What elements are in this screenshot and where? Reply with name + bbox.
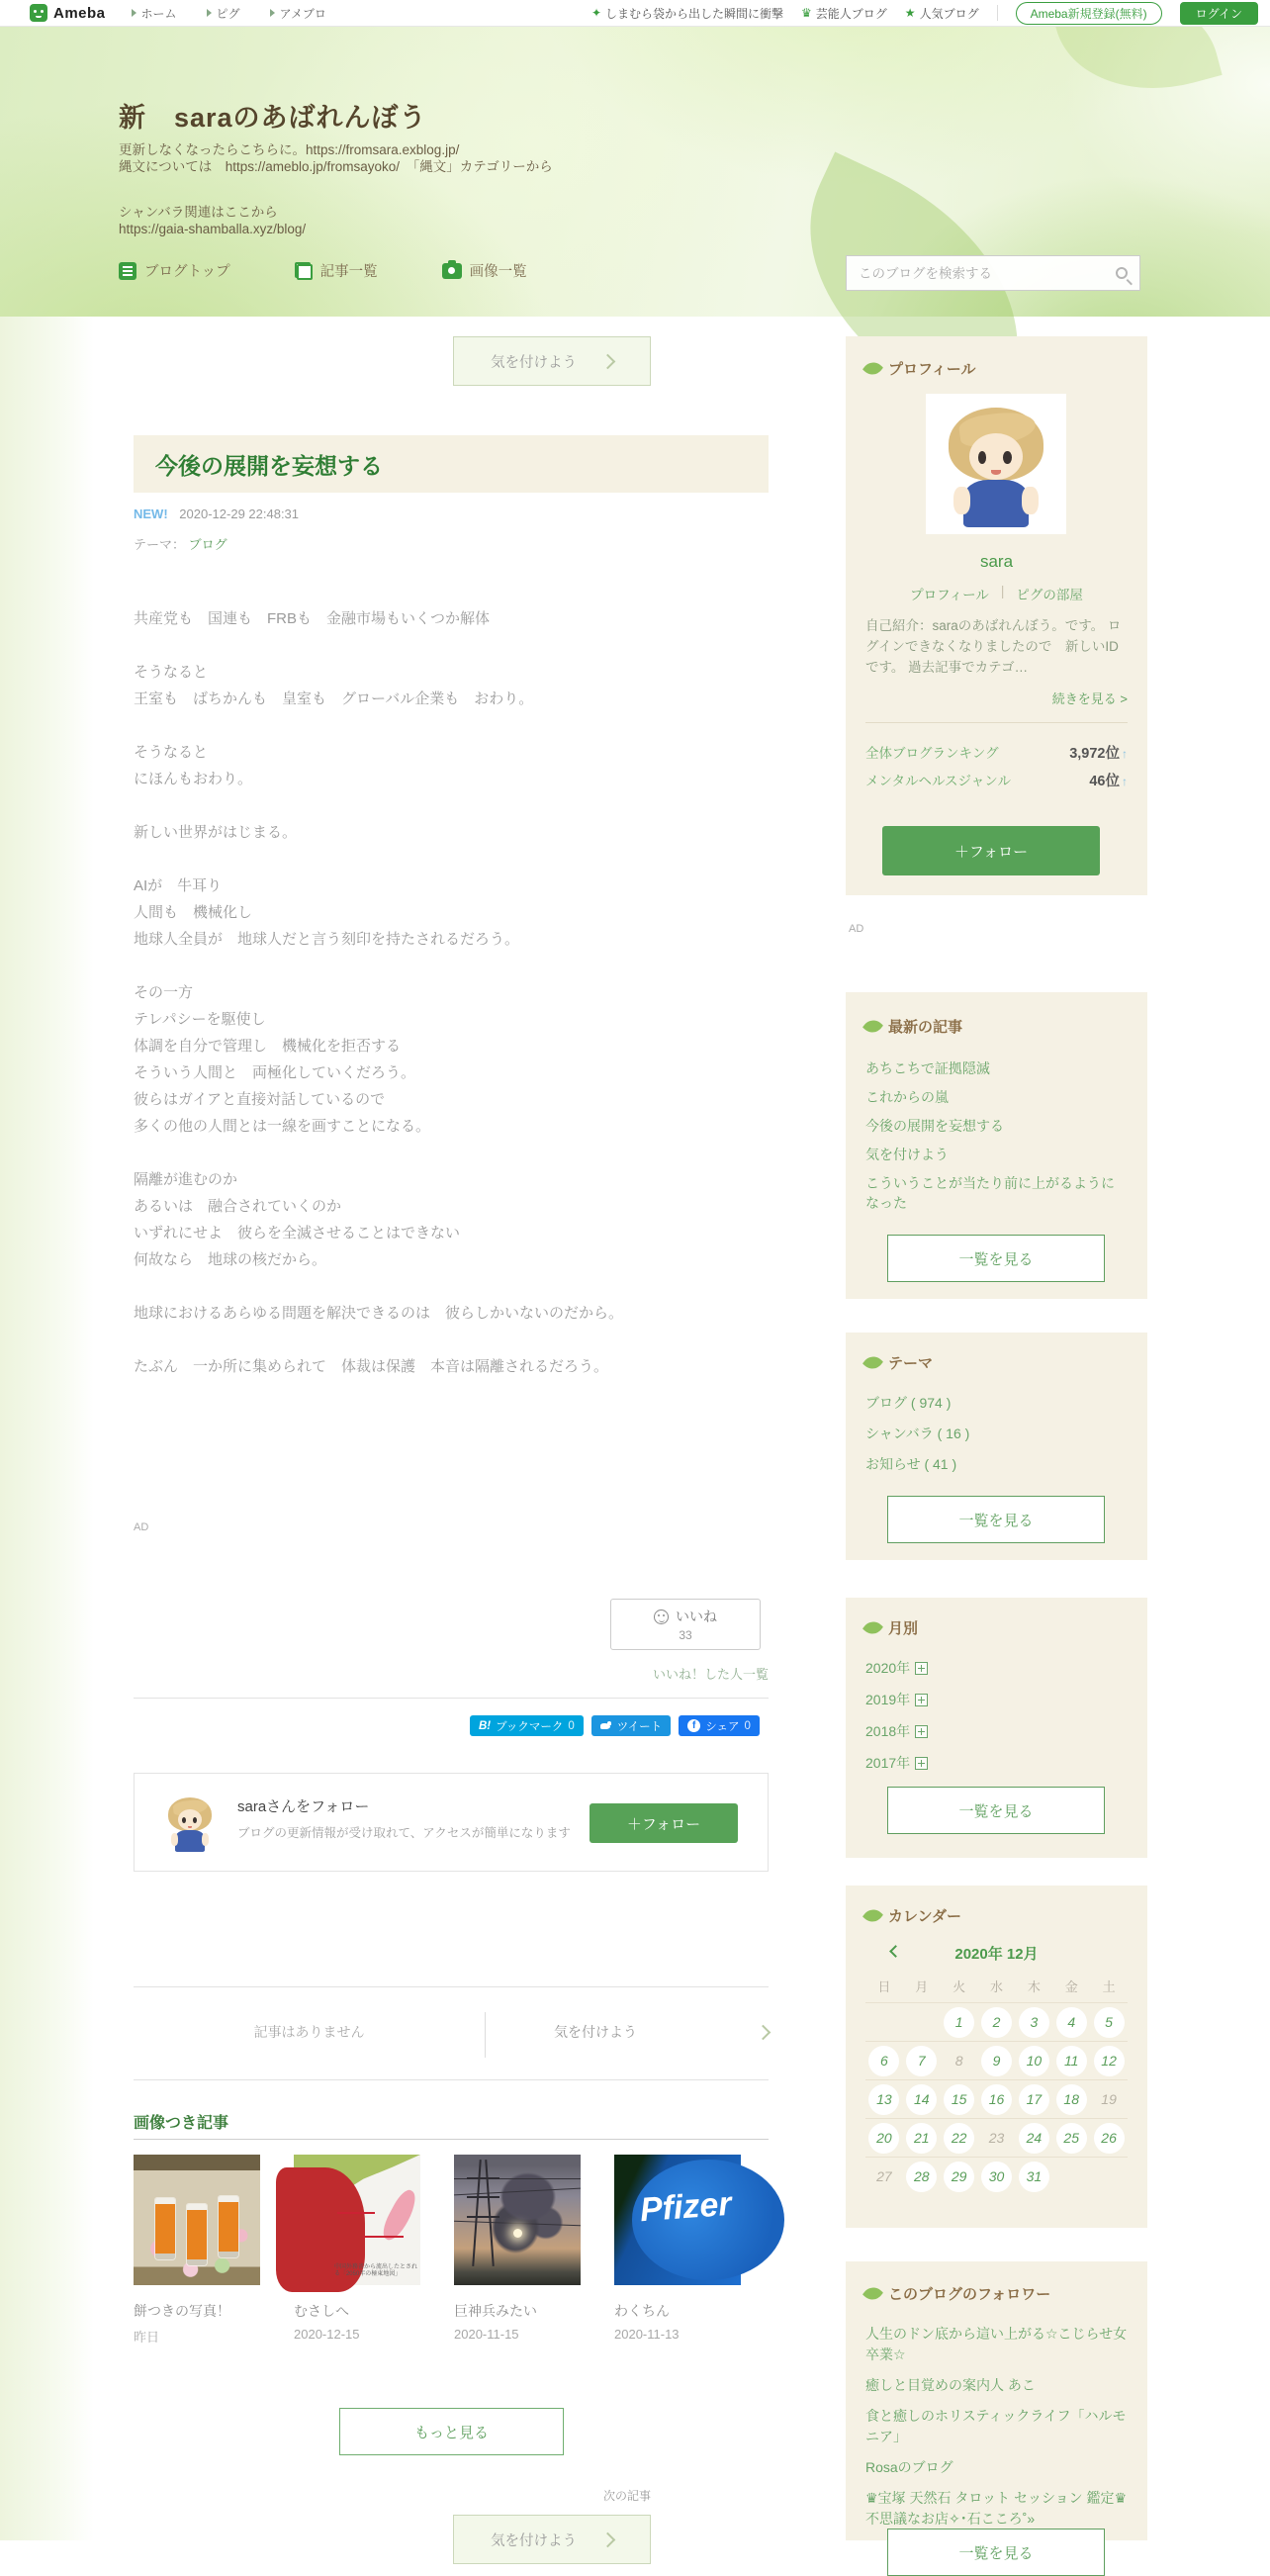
blog-nav-top[interactable]: ブログトップ <box>119 260 230 281</box>
latest-article-link[interactable]: こういうことが当たり前に上がるようになった <box>865 1175 1115 1211</box>
calendar-date[interactable]: 4 <box>1052 2007 1090 2038</box>
theme-link[interactable]: お知らせ ( 41 ) <box>865 1456 957 1472</box>
calendar-date[interactable]: 30 <box>978 2162 1016 2192</box>
topbar-promo-link[interactable]: ✦ しまむら袋から出した瞬間に衝撃 <box>590 6 784 21</box>
ranking-label[interactable]: 全体ブログランキング <box>865 746 999 761</box>
pigg-room-link[interactable]: ピグの部屋 <box>1016 588 1083 602</box>
thumbnail-pfizer-logo[interactable] <box>614 2155 741 2285</box>
themes-heading: テーマ <box>865 1333 1128 1373</box>
arrow-right-icon <box>207 9 212 17</box>
blog-description: 更新しなくなったらこちらに。https://fromsara.exblog.jp/ 縄文については https://ameblo.jp/fromsayoko/ 「縄文」カテゴリーから <box>119 142 553 174</box>
follower-blog-link[interactable]: 人生のドン底から這い上がる☆こじらせ女卒業☆ <box>865 2326 1128 2362</box>
topbar-nav-pigg[interactable]: ピグ <box>207 5 240 22</box>
calendar-grid <box>865 2002 1128 2195</box>
calendar-date[interactable]: 17 <box>1015 2084 1052 2115</box>
body-line: たぶん 一か所に集められて 体裁は保護 本音は隔離されるだろう。 <box>134 1358 609 1375</box>
calendar-date[interactable]: 29 <box>941 2162 978 2192</box>
tweet-button[interactable]: ツイート <box>591 1715 671 1736</box>
body-line: 共産党も 国連も FRBも 金融市場もいくつか解体 <box>134 610 491 627</box>
pager-next-link[interactable]: 気を付けよう <box>554 2022 769 2042</box>
divider <box>865 722 1128 723</box>
ameba-logo-text: Ameba <box>53 4 106 22</box>
leaf-icon <box>862 358 883 379</box>
body-line: 地球におけるあらゆる問題を解決できるのは 彼らしかいないのだから。 <box>134 1305 624 1322</box>
calendar-date[interactable]: 25 <box>1052 2123 1090 2154</box>
follower-blog-link[interactable]: Rosaのブログ <box>865 2459 953 2475</box>
topbar-popular-blog-link[interactable]: ★ 人気ブログ <box>904 6 979 21</box>
calendar-date[interactable]: 26 <box>1090 2123 1128 2154</box>
image-article-date: 昨日 <box>134 2330 160 2345</box>
expand-icon[interactable] <box>915 1725 928 1738</box>
monthly-list <box>865 1658 1128 1773</box>
new-badge: NEW! <box>134 506 168 521</box>
image-article-title[interactable]: むさしへ <box>294 2303 349 2319</box>
calendar-date[interactable]: 3 <box>1015 2007 1052 2038</box>
latest-article-link[interactable]: あちこちで証拠隠滅 <box>865 1060 990 1076</box>
article-meta <box>134 506 299 521</box>
latest-article-link[interactable]: これからの嵐 <box>865 1089 949 1105</box>
leaf-icon <box>862 1905 883 1926</box>
rank-up-icon: ↑ <box>1122 747 1128 761</box>
article-list-icon <box>295 262 313 280</box>
article-date: 2020-12-29 22:48:31 <box>179 506 300 521</box>
blog-title[interactable]: 新 saraのあばれんぼう <box>119 103 427 133</box>
latest-heading: 最新の記事 <box>865 992 1128 1037</box>
profile-intro: 自己紹介：saraのあばれんぼう。です。 ログインできなくなりましたので 新しいIDです。 過去記事でカテゴ… <box>865 618 1122 675</box>
calendar-date[interactable]: 18 <box>1052 2084 1090 2115</box>
follower-list <box>865 2324 1128 2530</box>
topbar-nav-ameblo[interactable]: アメブロ <box>270 5 326 22</box>
follow-card <box>134 1773 769 1872</box>
body-line: 地球人全員が 地球人だと言う刻印を持たされるだろう。 <box>134 931 520 948</box>
monthly-see-all-button[interactable]: 一覧を見る <box>887 1787 1105 1834</box>
calendar-date[interactable]: 1 <box>941 2007 978 2038</box>
body-line: そういう人間と 両極化していくだろう。 <box>134 1064 416 1081</box>
blog-nav <box>119 260 527 281</box>
latest-article-link[interactable]: 今後の展開を妄想する <box>865 1118 1004 1134</box>
calendar-date[interactable]: 11 <box>1052 2046 1090 2076</box>
calendar-day-name: 金 <box>1064 1979 1078 1994</box>
crown-icon: ♛ <box>801 6 812 20</box>
calendar-date[interactable]: 20 <box>865 2123 903 2154</box>
image-article-title[interactable]: 巨神兵みたい <box>454 2303 537 2319</box>
article-theme-row <box>134 534 227 553</box>
facebook-icon: f <box>687 1719 700 1732</box>
body-line: 王室も ばちかんも 皇室も グローバル企業も おわり。 <box>134 690 534 707</box>
image-article-date: 2020-11-15 <box>454 2327 519 2342</box>
login-button[interactable]: ログイン <box>1180 2 1258 25</box>
calendar-date[interactable] <box>1052 2162 1090 2192</box>
calendar-day-name: 月 <box>915 1979 929 1994</box>
calendar-date[interactable]: 10 <box>1015 2046 1052 2076</box>
latest-list <box>865 1058 1128 1213</box>
calendar-date[interactable]: 31 <box>1015 2162 1052 2192</box>
calendar-date[interactable]: 8 <box>954 2052 963 2069</box>
body-line: AIが 牛耳り <box>134 877 223 894</box>
divider <box>134 2079 769 2080</box>
ranking-value: 46位 ↑ <box>1089 774 1128 789</box>
link-divider: | <box>1000 584 1005 598</box>
monthly-archive-link[interactable]: 2019年 <box>865 1690 1128 1709</box>
body-line: 隔離が進むのか <box>134 1171 238 1188</box>
calendar-date[interactable]: 22 <box>941 2123 978 2154</box>
followers-see-all-button[interactable]: 一覧を見る <box>887 2529 1105 2576</box>
calendar-date[interactable] <box>865 2007 903 2038</box>
facebook-share-button[interactable]: f シェア 0 <box>679 1715 760 1736</box>
blogtop-icon <box>119 262 136 280</box>
image-article-date: 2020-12-15 <box>294 2327 360 2342</box>
heading-underline <box>134 2139 769 2140</box>
body-line: 何故なら 地球の核だから。 <box>134 1251 327 1268</box>
calendar-date[interactable]: 21 <box>903 2123 941 2154</box>
search-icon[interactable] <box>1116 267 1128 279</box>
body-line <box>134 1273 774 1300</box>
twitter-bird-icon <box>600 1721 612 1730</box>
calendar-date[interactable]: 28 <box>903 2162 941 2192</box>
image-article-title[interactable]: 餅つきの写真！ <box>134 2303 230 2319</box>
next-article-label: 次の記事 <box>602 2489 651 2503</box>
calendar-date[interactable]: 2 <box>978 2007 1016 2038</box>
article-title-bar <box>134 435 769 493</box>
sparkle-icon: ✦ <box>590 6 601 20</box>
calendar-date[interactable]: 23 <box>988 2129 1005 2146</box>
body-line <box>134 1140 774 1166</box>
chevron-right-icon <box>600 353 616 369</box>
blog-nav-images[interactable]: 画像一覧 <box>442 260 527 281</box>
chevron-right-icon <box>756 2024 771 2040</box>
body-line: 体調を自分で管理し 機械化を拒否する <box>134 1038 402 1055</box>
follower-blog-link[interactable]: 食と癒しのホリスティックライフ「ハルモニア」 <box>865 2408 1127 2444</box>
global-topbar <box>0 0 1270 27</box>
article-title[interactable]: 今後の展開を妄想する <box>155 452 383 479</box>
latest-see-all-button[interactable]: 一覧を見る <box>887 1235 1105 1282</box>
avatar <box>158 1792 222 1855</box>
star-icon: ★ <box>904 6 916 20</box>
expand-icon[interactable] <box>915 1662 928 1675</box>
next-article-button[interactable]: 気を付けよう <box>453 2515 651 2564</box>
arrow-right-icon <box>270 9 275 17</box>
profile-name[interactable]: sara <box>979 552 1014 571</box>
calendar-date[interactable]: 16 <box>978 2084 1016 2115</box>
followers-heading: このブログのフォロワー <box>865 2261 1128 2304</box>
body-line: そうなると <box>134 664 209 681</box>
monthly-archive-section <box>846 1598 1147 1858</box>
calendar-date[interactable] <box>903 2007 941 2038</box>
thumbnail-juice-photo[interactable] <box>134 2155 260 2285</box>
monthly-archive-link[interactable]: 2018年 <box>865 1721 1128 1741</box>
signup-button[interactable]: Ameba新規登録(無料) <box>1016 2 1162 25</box>
calendar-week <box>865 2002 1128 2041</box>
calendar-week <box>865 2079 1128 2118</box>
sidebar-follow-button[interactable]: ＋フォロー <box>882 826 1100 875</box>
blog-search-box <box>846 255 1140 291</box>
thumbnail-sky-photo[interactable] <box>454 2155 581 2285</box>
topbar-right <box>591 2 1258 25</box>
ranking-label[interactable]: メンタルヘルスジャンル <box>865 774 1011 788</box>
chevron-right-icon <box>600 2531 616 2547</box>
rank-up-icon: ↑ <box>1122 775 1128 788</box>
see-more-button[interactable]: もっと見る <box>339 2408 564 2455</box>
leaf-icon <box>862 2283 883 2304</box>
ranking-row <box>865 770 1128 790</box>
body-line: あるいは 融合されていくのか <box>134 1198 342 1215</box>
body-line: にほんもおわり。 <box>134 771 253 787</box>
body-line <box>134 632 774 659</box>
body-line <box>134 792 774 819</box>
hatena-bookmark-button[interactable]: B! ブックマーク 0 <box>470 1715 584 1736</box>
blog-description-2: シャンバラ関連はここから https://gaia-shamballa.xyz/blog/ <box>119 205 307 236</box>
calendar-date[interactable] <box>1090 2162 1128 2192</box>
calendar-week <box>865 2118 1128 2157</box>
calendar-day-name: 火 <box>952 1979 966 1994</box>
calendar-day-headers <box>865 1977 1128 1995</box>
topbar-divider <box>997 5 998 21</box>
calendar-date[interactable]: 27 <box>876 2167 892 2184</box>
body-line: 人間も 機械化し <box>134 904 253 921</box>
profile-heading: プロフィール <box>865 336 1128 379</box>
leaf-icon <box>862 1617 883 1638</box>
pager-divider <box>485 2012 486 2058</box>
calendar-date[interactable]: 13 <box>865 2084 903 2115</box>
followers-section <box>846 2261 1147 2562</box>
pfizer-logo-text: Pfizer <box>638 2185 733 2230</box>
calendar-month-title: 2020年 12月 <box>954 1946 1039 1963</box>
body-line: その一方 <box>134 984 194 1001</box>
blog-nav-articles[interactable]: 記事一覧 <box>295 260 378 281</box>
follower-blog-link[interactable]: 癒しと目覚めの案内人 あこ <box>865 2377 1036 2393</box>
thumbnail-map-image[interactable] <box>294 2155 420 2285</box>
follower-blog-link[interactable]: ♛宝塚 天然石 タロット セッション 鑑定♛不思議なお店✧･石こころ˚» <box>865 2490 1128 2527</box>
calendar-date[interactable]: 5 <box>1090 2007 1128 2038</box>
like-button[interactable]: いいね 33 <box>610 1599 761 1650</box>
image-article-date: 2020-11-13 <box>614 2327 680 2342</box>
profile-links <box>846 584 1147 603</box>
ameba-mascot-icon <box>30 4 47 22</box>
ad-label: AD <box>134 1521 149 1533</box>
topbar-celeb-blog-link[interactable]: ♛ 芸能人ブログ <box>801 6 887 21</box>
article-body <box>134 605 774 1380</box>
calendar-date[interactable]: 14 <box>903 2084 941 2115</box>
calendar-day-name: 土 <box>1102 1979 1116 1994</box>
profile-section <box>846 336 1147 895</box>
arrow-right-icon <box>132 9 136 17</box>
theme-label: テーマ： <box>134 537 186 552</box>
ranking-row <box>865 742 1128 763</box>
calendar-week <box>865 2041 1128 2079</box>
body-line <box>134 1327 774 1353</box>
like-count: 33 <box>679 1628 692 1642</box>
calendar-week <box>865 2157 1128 2195</box>
leaf-icon <box>862 1352 883 1373</box>
divider <box>134 1698 769 1699</box>
profile-more-link[interactable]: 続きを見る > <box>1051 691 1128 706</box>
body-line: テレパシーを駆使し <box>134 1011 266 1028</box>
expand-icon[interactable] <box>915 1757 928 1770</box>
calendar-date[interactable]: 12 <box>1090 2046 1128 2076</box>
image-article-title[interactable]: わくちん <box>614 2303 670 2319</box>
ad-label: AD <box>849 923 864 935</box>
smile-icon <box>654 1610 669 1624</box>
like-list-link[interactable]: いいね！した人一覧 <box>652 1667 769 1682</box>
share-buttons <box>470 1715 760 1736</box>
expand-icon[interactable] <box>915 1694 928 1706</box>
leaf-icon <box>862 1016 883 1037</box>
calendar-day-name: 水 <box>990 1979 1004 1994</box>
calendar-day-name: 日 <box>877 1979 891 1994</box>
blog-search-input[interactable] <box>859 266 1116 281</box>
body-line: そうなると <box>134 744 209 761</box>
ameba-logo[interactable] <box>30 4 106 22</box>
body-line: 新しい世界がはじまる。 <box>134 824 298 841</box>
latest-article-link[interactable]: 気を付けよう <box>865 1147 949 1162</box>
theme-link[interactable]: ブログ <box>188 537 227 552</box>
latest-articles-section <box>846 992 1147 1299</box>
ranking-list <box>865 742 1128 797</box>
themes-section <box>846 1333 1147 1560</box>
monthly-heading: 月別 <box>865 1598 1128 1638</box>
monthly-archive-link[interactable]: 2020年 <box>865 1658 1128 1678</box>
calendar-heading: カレンダー <box>865 1886 1128 1926</box>
camera-icon <box>442 263 462 279</box>
hatena-icon: B! <box>479 1719 492 1732</box>
body-line <box>134 712 774 739</box>
profile-link[interactable]: プロフィール <box>910 588 989 602</box>
theme-link[interactable]: シャンバラ ( 16 ) <box>865 1426 970 1441</box>
theme-link[interactable]: ブログ ( 974 ) <box>865 1395 952 1411</box>
divider <box>134 1986 769 1987</box>
image-articles-heading: 画像つき記事 <box>134 2115 229 2132</box>
follow-card-title: saraさんをフォロー <box>237 1798 370 1815</box>
calendar-date[interactable]: 19 <box>1101 2090 1117 2107</box>
body-line <box>134 953 774 979</box>
map-caption: 中国外務省から流出したとされる「2050年の極東地図」 <box>333 2264 417 2278</box>
monthly-archive-link[interactable]: 2017年 <box>865 1753 1128 1773</box>
ranking-value: 3,972位 ↑ <box>1069 746 1128 762</box>
topbar-nav-home[interactable]: ホーム <box>132 5 177 22</box>
calendar-date[interactable]: 9 <box>978 2046 1016 2076</box>
body-line <box>134 846 774 873</box>
prev-article-button[interactable]: 気を付けよう <box>453 336 651 386</box>
profile-avatar[interactable] <box>926 394 1066 534</box>
follow-button[interactable]: ＋フォロー <box>590 1803 738 1843</box>
calendar-section <box>846 1886 1147 2228</box>
topbar-nav <box>132 5 326 22</box>
calendar-date[interactable]: 15 <box>941 2084 978 2115</box>
calendar-date[interactable]: 7 <box>903 2046 941 2076</box>
theme-list <box>865 1393 1128 1474</box>
follow-card-desc: ブログの更新情報が受け取れて、アクセスが簡単になります <box>237 1826 571 1840</box>
calendar-date[interactable]: 6 <box>865 2046 903 2076</box>
body-line: 彼らはガイアと直接対話しているので <box>134 1091 386 1108</box>
themes-see-all-button[interactable]: 一覧を見る <box>887 1496 1105 1543</box>
body-line: いずれにせよ 彼らを全滅させることはできない <box>134 1225 461 1242</box>
calendar-date[interactable]: 24 <box>1015 2123 1052 2154</box>
pager-no-article: 記事はありません <box>253 2024 365 2040</box>
calendar-day-name: 木 <box>1027 1979 1041 1994</box>
blog-header <box>0 27 1270 317</box>
body-line: 多くの他の人間とは一線を画すことになる。 <box>134 1118 431 1135</box>
